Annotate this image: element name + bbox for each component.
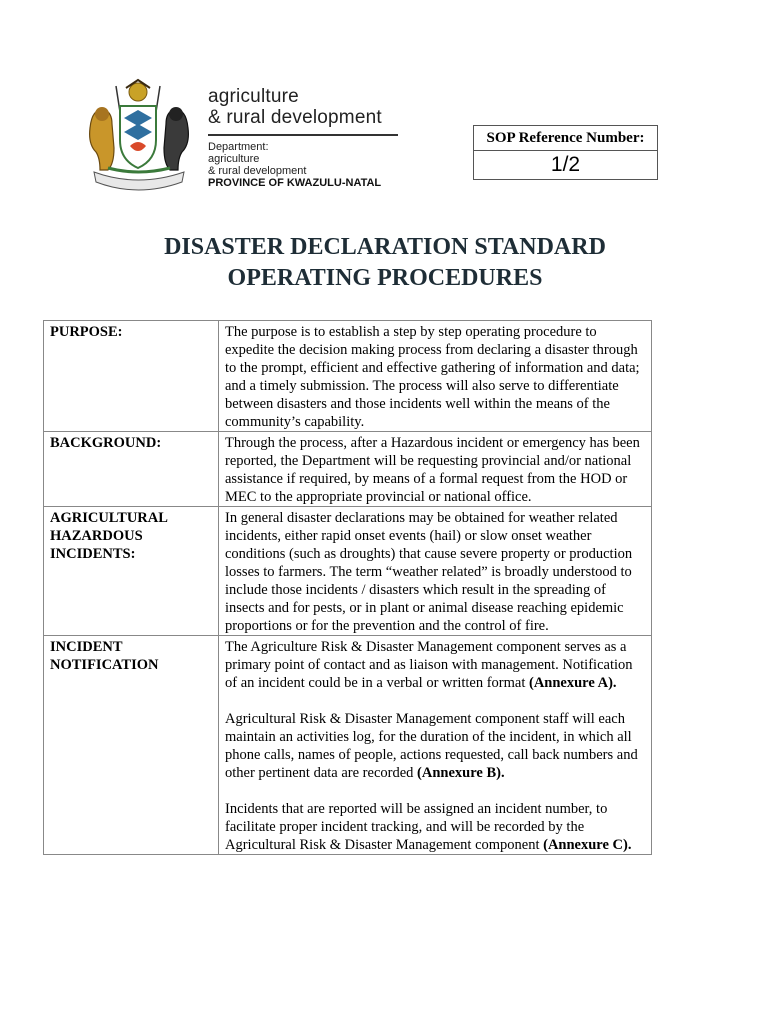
sop-reference-box <box>473 125 658 180</box>
section-paragraph <box>225 710 645 782</box>
section-body <box>219 321 652 432</box>
section-label-line: BACKGROUND: <box>50 435 162 451</box>
paragraph-text: Agricultural Risk & Disaster Management component staff will each maintain an activities log, for the duration of the incident, in which all phone calls, names of people, actions requested, call back numbers and other pertinent data are recorded <box>225 711 638 781</box>
dept-small-line: Department: <box>208 141 269 153</box>
department-name-block <box>208 86 408 190</box>
department-header <box>78 78 408 198</box>
section-paragraph <box>225 323 645 431</box>
paragraph-text: In general disaster declarations may be obtained for weather related incidents, either rapid onset events (hail) or slow onset weather conditions (such as droughts) that cause severe property or production losses to farmers. The term “weather related” is broadly understood to include those incidents / disasters which result in the spreading of insects and for pests, or in plant or animal disease reaching epidemic proportions or for the prevention and the control of fire. <box>225 510 633 634</box>
dept-title-line2: & rural development <box>208 107 382 128</box>
title-line2: OPERATING PROCEDURES <box>227 265 543 291</box>
document-title <box>0 232 770 294</box>
paragraph-text: The Agriculture Risk & Disaster Management component serves as a primary point of contact and as liaison with management. Notification of an incident could be in a verbal or written format <box>225 639 633 691</box>
section-paragraph <box>225 434 645 506</box>
dept-divider <box>208 134 398 136</box>
table-row <box>44 636 652 855</box>
section-body <box>219 432 652 507</box>
province-name: PROVINCE OF KWAZULU-NATAL <box>208 177 382 189</box>
title-line1: DISASTER DECLARATION STANDARD <box>164 234 606 260</box>
procedure-table <box>43 320 652 855</box>
section-paragraph <box>225 800 645 854</box>
annexure-reference: (Annexure B). <box>417 765 505 781</box>
section-label-line: NOTIFICATION <box>50 657 159 673</box>
table-row <box>44 321 652 432</box>
section-label-line: HAZARDOUS <box>50 528 143 544</box>
dept-title-line1: agriculture <box>208 86 299 107</box>
section-label-line: INCIDENTS: <box>50 546 136 562</box>
table-row <box>44 507 652 636</box>
section-body <box>219 507 652 636</box>
table-row <box>44 432 652 507</box>
section-label-line: PURPOSE: <box>50 324 123 340</box>
section-label <box>44 636 219 855</box>
annexure-reference: (Annexure C). <box>543 837 632 853</box>
paragraph-text: Incidents that are reported will be assigned an incident number, to facilitate proper incident tracking, and will be recorded by the Agricultural Risk & Disaster Management component <box>225 801 608 853</box>
section-label <box>44 507 219 636</box>
section-paragraph <box>225 638 645 692</box>
annexure-reference: (Annexure A). <box>529 675 617 691</box>
dept-small-line: & rural development <box>208 165 307 177</box>
coat-of-arms-icon <box>78 78 200 196</box>
section-label <box>44 432 219 507</box>
section-label <box>44 321 219 432</box>
paragraph-text: Through the process, after a Hazardous incident or emergency has been reported, the Department will be requesting provincial and/or national assistance if required, by means of a formal request from the HOD or MEC to the appropriate provincial or national office. <box>225 435 640 505</box>
section-paragraph <box>225 509 645 635</box>
section-label-line: AGRICULTURAL <box>50 510 168 526</box>
dept-small-line: agriculture <box>208 153 260 165</box>
sop-reference-label: SOP Reference Number: <box>474 126 657 151</box>
section-body <box>219 636 652 855</box>
paragraph-text: The purpose is to establish a step by step operating procedure to expedite the decision making process from declaring a disaster through to the prompt, efficient and effective gathering of information and data; and a timely submission. The process will also serve to differentiate between disasters and those incidents well within the means of the community’s capability. <box>225 324 640 430</box>
sop-reference-value: 1/2 <box>550 153 581 176</box>
section-label-line: INCIDENT <box>50 639 123 655</box>
